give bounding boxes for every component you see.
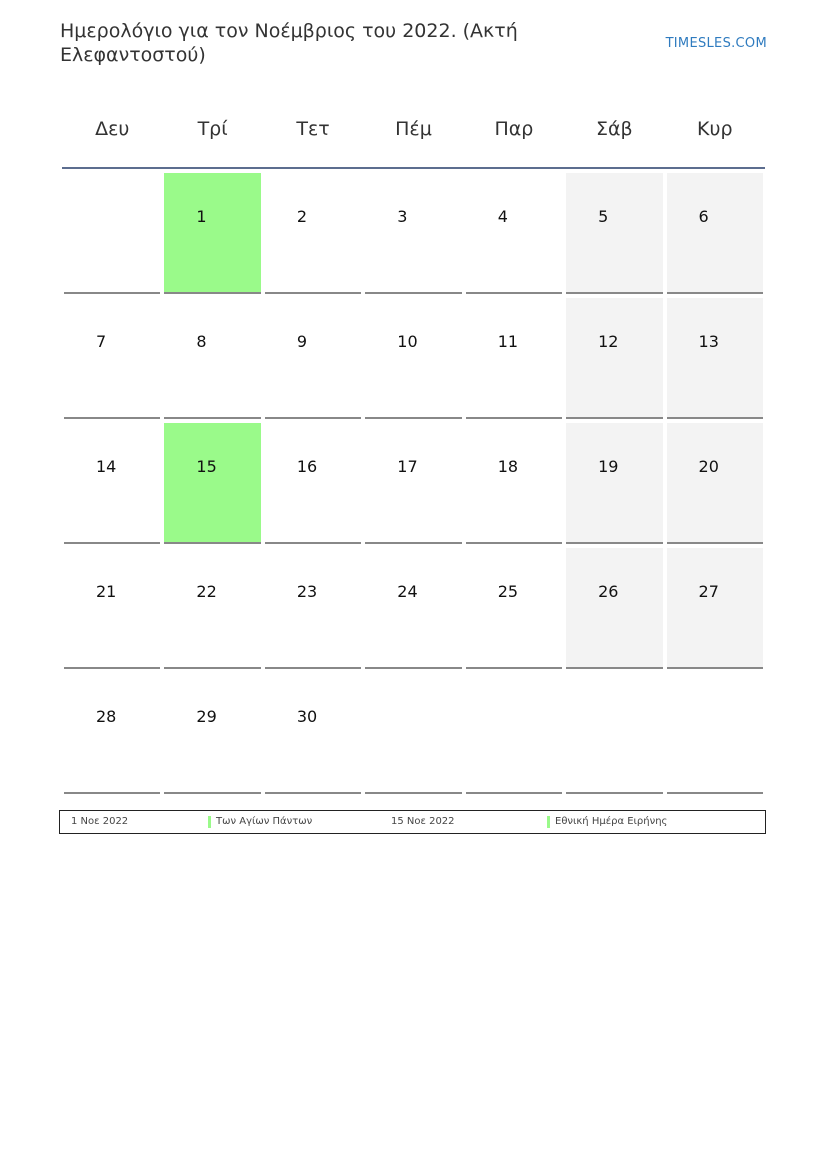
day-number: 11 <box>497 332 519 351</box>
legend-name-1: Των Αγίων Πάντων <box>216 816 313 827</box>
day-cell <box>365 548 461 669</box>
day-number: 27 <box>698 582 719 601</box>
day-cell <box>164 423 260 544</box>
empty-day-cell <box>466 673 562 794</box>
weekday-sunday: Κυρ <box>696 118 733 140</box>
legend-swatch-2 <box>547 816 550 828</box>
week-row <box>62 423 765 544</box>
day-cell <box>164 298 260 419</box>
week-row <box>62 173 765 294</box>
holiday-legend <box>59 810 766 834</box>
day-cell <box>265 423 361 544</box>
weekday-saturday: Σάβ <box>595 118 633 140</box>
calendar-grid <box>62 173 765 794</box>
legend-date-1: 1 Νοε 2022 <box>71 816 129 827</box>
day-number: 9 <box>296 332 308 351</box>
day-number: 28 <box>96 707 117 726</box>
day-cell <box>667 548 763 669</box>
day-number: 3 <box>397 207 408 226</box>
day-cell <box>667 298 763 419</box>
day-cell <box>64 548 160 669</box>
day-number: 5 <box>598 207 609 226</box>
day-number: 19 <box>598 457 619 476</box>
day-cell <box>64 423 160 544</box>
weekday-header-row <box>62 100 765 169</box>
day-number: 4 <box>497 207 508 226</box>
day-cell <box>365 173 461 294</box>
weekday-wednesday: Τετ <box>296 118 330 140</box>
day-number: 29 <box>196 707 217 726</box>
day-number: 23 <box>296 582 318 601</box>
day-number: 21 <box>96 582 117 601</box>
day-number: 25 <box>497 582 519 601</box>
week-row <box>62 548 765 669</box>
day-cell <box>265 673 361 794</box>
day-number: 2 <box>296 207 308 226</box>
day-cell <box>265 298 361 419</box>
legend-name-2: Εθνική Ημέρα Ειρήνης <box>555 816 668 827</box>
day-cell <box>667 173 763 294</box>
day-cell <box>265 173 361 294</box>
day-cell <box>164 548 260 669</box>
day-cell <box>466 173 562 294</box>
day-number: 18 <box>497 457 519 476</box>
day-number: 30 <box>296 707 318 726</box>
day-number: 13 <box>698 332 719 351</box>
empty-day-cell <box>667 673 763 794</box>
day-number: 16 <box>296 457 318 476</box>
day-number: 7 <box>96 332 107 351</box>
day-number: 15 <box>196 457 217 476</box>
day-cell <box>466 423 562 544</box>
empty-day-cell <box>566 673 662 794</box>
day-cell <box>566 173 662 294</box>
empty-day-cell <box>365 673 461 794</box>
week-row <box>62 298 765 419</box>
day-cell <box>365 423 461 544</box>
day-number: 22 <box>196 582 217 601</box>
page-title: Ημερολόγιο για τον Νοέμβριος του 2022. (Ακτή Ελεφαντοστού) <box>60 20 518 66</box>
legend-date-2: 15 Νοε 2022 <box>391 816 455 827</box>
day-cell <box>667 423 763 544</box>
day-number: 6 <box>698 207 709 226</box>
day-cell <box>164 673 260 794</box>
brand-link[interactable]: TIMESLES.COM <box>665 36 767 51</box>
day-cell <box>64 298 160 419</box>
weekday-friday: Παρ <box>494 118 534 140</box>
day-cell <box>164 173 260 294</box>
day-cell <box>466 298 562 419</box>
day-cell <box>365 298 461 419</box>
day-number: 26 <box>598 582 619 601</box>
day-cell <box>466 548 562 669</box>
weekday-tuesday: Τρί <box>197 118 228 140</box>
day-cell <box>265 548 361 669</box>
day-cell <box>566 298 662 419</box>
weekday-monday: Δευ <box>95 118 130 140</box>
day-number: 14 <box>96 457 117 476</box>
day-cell <box>566 423 662 544</box>
week-row <box>62 673 765 794</box>
weekday-thursday: Πέμ <box>395 118 432 140</box>
day-number: 8 <box>196 332 207 351</box>
legend-swatch-1 <box>208 816 211 828</box>
day-number: 1 <box>196 207 207 226</box>
day-cell <box>64 673 160 794</box>
day-number: 20 <box>698 457 719 476</box>
day-number: 12 <box>598 332 619 351</box>
day-cell <box>566 548 662 669</box>
day-number: 24 <box>397 582 418 601</box>
calendar <box>62 100 765 798</box>
day-number: 10 <box>397 332 418 351</box>
day-number: 17 <box>397 457 418 476</box>
empty-day-cell <box>64 173 160 294</box>
